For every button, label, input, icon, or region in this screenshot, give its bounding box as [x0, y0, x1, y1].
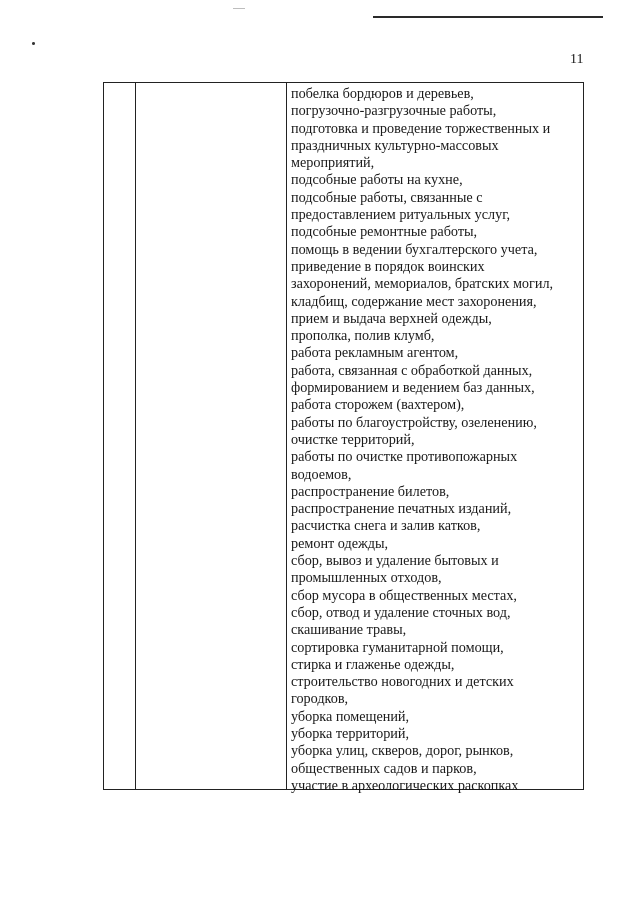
table-column-divider-2	[286, 83, 287, 789]
table-cell-line: предоставлением ритуальных услуг,	[291, 207, 510, 224]
table-cell-line: водоемов,	[291, 466, 352, 483]
work-types-table	[103, 82, 584, 794]
table-cell-line: участие в археологических раскопках	[291, 777, 519, 794]
table-cell-line: подсобные работы на кухне,	[291, 172, 463, 189]
table-cell-line: очистке территорий,	[291, 431, 415, 448]
table-cell-line: общественных садов и парков,	[291, 760, 477, 777]
table-cell-line: работы по благоустройству, озеленению,	[291, 414, 537, 431]
table-cell-line: работа рекламным агентом,	[291, 345, 459, 362]
table-cell-line: сбор, вывоз и удаление бытовых и	[291, 553, 499, 570]
table-cell-line: работа сторожем (вахтером),	[291, 397, 465, 414]
table-column-divider-1	[135, 83, 136, 789]
table-cell-line: приведение в порядок воинских	[291, 258, 485, 275]
work-types-list	[291, 86, 581, 795]
header-rule	[373, 16, 603, 18]
table-cell-line: уборка территорий,	[291, 725, 410, 742]
table-cell-line: прием и выдача верхней одежды,	[291, 310, 492, 327]
table-cell-line: кладбищ, содержание мест захоронения,	[291, 293, 537, 310]
table-cell-line: распространение билетов,	[291, 483, 450, 500]
table-cell-line: работы по очистке противопожарных	[291, 449, 518, 466]
table-cell-line: подсобные работы, связанные с	[291, 189, 483, 206]
table-cell-line: работа, связанная с обработкой данных,	[291, 362, 533, 379]
table-cell-line: распространение печатных изданий,	[291, 501, 512, 518]
table-cell-line: погрузочно-разгрузочные работы,	[291, 103, 497, 120]
table-cell-line: сбор мусора в общественных местах,	[291, 587, 517, 604]
table-cell-line: прополка, полив клумб,	[291, 328, 435, 345]
table-cell-line: ремонт одежды,	[291, 535, 389, 552]
table-cell-line: подсобные ремонтные работы,	[291, 224, 478, 241]
table-cell-line: уборка улиц, скверов, дорог, рынков,	[291, 743, 514, 760]
table-cell-line: расчистка снега и залив катков,	[291, 518, 481, 535]
scan-artifact	[233, 8, 245, 9]
table-cell-line: сбор, отвод и удаление сточных вод,	[291, 604, 511, 621]
table-cell-line: помощь в ведении бухгалтерского учета,	[291, 241, 538, 258]
table-cell-line: подготовка и проведение торжественных и	[291, 120, 551, 137]
table-cell-line: скашивание травы,	[291, 622, 407, 639]
table-cell-line: промышленных отходов,	[291, 570, 442, 587]
scan-speck	[32, 42, 35, 45]
table-cell-line: праздничных культурно-массовых	[291, 137, 499, 154]
table-cell-line: уборка помещений,	[291, 708, 410, 725]
table-cell-line: сортировка гуманитарной помощи,	[291, 639, 504, 656]
table-cell-line: стирка и глаженье одежды,	[291, 656, 455, 673]
table-cell-line: захоронений, мемориалов, братских могил,	[291, 276, 554, 293]
page-number: 11	[570, 52, 584, 67]
table-cell-line: строительство новогодних и детских	[291, 674, 514, 691]
table-cell-line: мероприятий,	[291, 155, 375, 172]
table-cell-line: формированием и ведением баз данных,	[291, 380, 535, 397]
table-cell-line: городков,	[291, 691, 349, 708]
table-cell-line: побелка бордюров и деревьев,	[291, 86, 474, 102]
